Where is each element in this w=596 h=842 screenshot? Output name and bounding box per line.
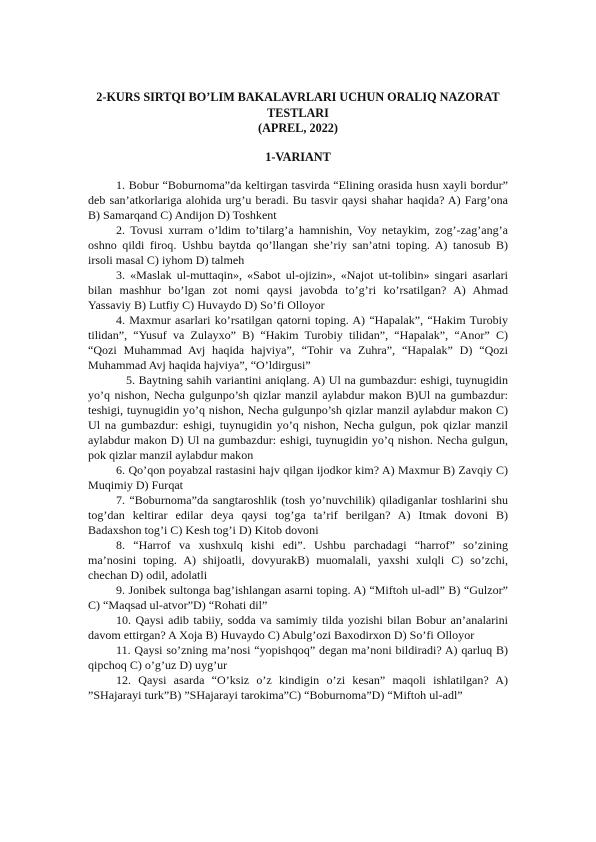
question-8: 8. “Harrof va xushxulq kishi edi”. Ushbu parchadagi “harrof” so’zining ma’nosini toping. A) shijoatli, dovyurakB) muomalali, yaxshi xulqli C) so’zchi, chechan D) odil, adolatli bbox=[88, 537, 508, 582]
question-3: 3. «Maslak ul-muttaqin», «Sabot ul-ojizin», «Najot ut-tolibin» singari asarlari bilan mashhur bo’lgan zot nomi qaysi javobda to’g’ri ko’rsatilgan? A) Ahmad Yassaviy B) Lutfiy C) Huvaydo D) So’fi Olloyor bbox=[88, 267, 508, 312]
question-6: 6. Qo’qon poyabzal rastasini hajv qilgan ijodkor kim? A) Maxmur B) Zavqiy C) Muqimiy D) Furqat bbox=[88, 462, 508, 492]
question-12: 12. Qaysi asarda “O’ksiz o’z kindigin o’zi kesan” maqoli ishlatilgan? A) ”SHajarayi turk”B) ”SHajarayi tarokima”C) “Boburnoma”D) “Miftoh ul-adl” bbox=[88, 672, 508, 702]
document-title-line-1: 2-KURS SIRTQI BO’LIM BAKALAVRLARI UCHUN ORALIQ NAZORAT bbox=[96, 90, 500, 104]
question-9: 9. Jonibek sultonga bag’ishlangan asarni toping. A) “Miftoh ul-adl” B) “Gulzor” C) “Maqsad ul-atvor”D) “Rohati dil” bbox=[88, 582, 508, 612]
question-7: 7. “Boburnoma”da sangtaroshlik (tosh yo’nuvchilik) qiladiganlar toshlarini shu tog’dan keltirar edilar deya qaysi tog’ga ta’rif berilgan? A) Itmak dovoni B) Badaxshon tog’i C) Kesh tog’i D) Kitob dovoni bbox=[88, 492, 508, 537]
document-page bbox=[88, 90, 508, 703]
question-4: 4. Maxmur asarlari ko’rsatilgan qatorni toping. A) “Hapalak”, “Hakim Turobiy tilidan”, “Yusuf va Zulayxo” B) “Hakim Turobiy tilidan”, “Hapalak”, “Anor” C) “Qozi Muhammad Avj haqida hajviya”, “Tohir va Zuhra”, “Hapalak” D) “Qozi Muhammad Avj haqida hajviya”, “O’ldirgusi” bbox=[88, 312, 508, 372]
document-title-line-2: TESTLARI bbox=[267, 105, 329, 120]
document-title-date: (APREL, 2022) bbox=[258, 121, 338, 135]
question-2: 2. Tovusi xurram o’ldim to’tilarg’a hamnishin, Voy netaykim, zog’-zag’ang’a oshno qildi firoq. Ushbu baytda qo’llangan she’riy san’atni toping. A) tanosub B) irsoli masal C) iyhom D) talmeh bbox=[88, 222, 508, 267]
variant-heading: 1-VARIANT bbox=[265, 149, 331, 164]
question-5: 5. Baytning sahih variantini aniqlang. A) Ul na gumbazdur: eshigi, tuynugidin yo’q nishon, Necha gulgunpo’sh qizlar manzil aylabdur makon B)Ul na gumbazdur: teshigi, tuynugidin yo’q nishon, Necha gulgunpo’sh qizlar manzil aylabdur makon C) Ul na gumbazdur: eshigi, tuynugidin yo’q nishon, Necha gulgun, pok qizlar manzil aylabdur makon D) Ul na gumbazdur: eshigi, tuynugidin yo’q nishon. Necha gulgun, pok qizlar manzil aylabdur makon bbox=[88, 372, 508, 462]
question-10: 10. Qaysi adib tabiiy, sodda va samimiy tilda yozishi bilan Bobur an’analarini davom ettirgan? A Xoja B) Huvaydo C) Abulg’ozi Baxodirxon D) So’fi Olloyor bbox=[88, 612, 508, 642]
question-1: 1. Bobur “Boburnoma”da keltirgan tasvirda “Elining orasida husn xayli bordur” deb san’atkorlariga alohida urg’u beradi. Bu tasvir qaysi shahar haqida? A) Farg’ona B) Samarqand C) Andijon D) Toshkent bbox=[88, 177, 508, 222]
question-11: 11. Qaysi so’zning ma’nosi “yopishqoq” degan ma’noni bildiradi? A) qarluq B) qipchoq C) o’g’uz D) uyg’ur bbox=[88, 642, 508, 672]
